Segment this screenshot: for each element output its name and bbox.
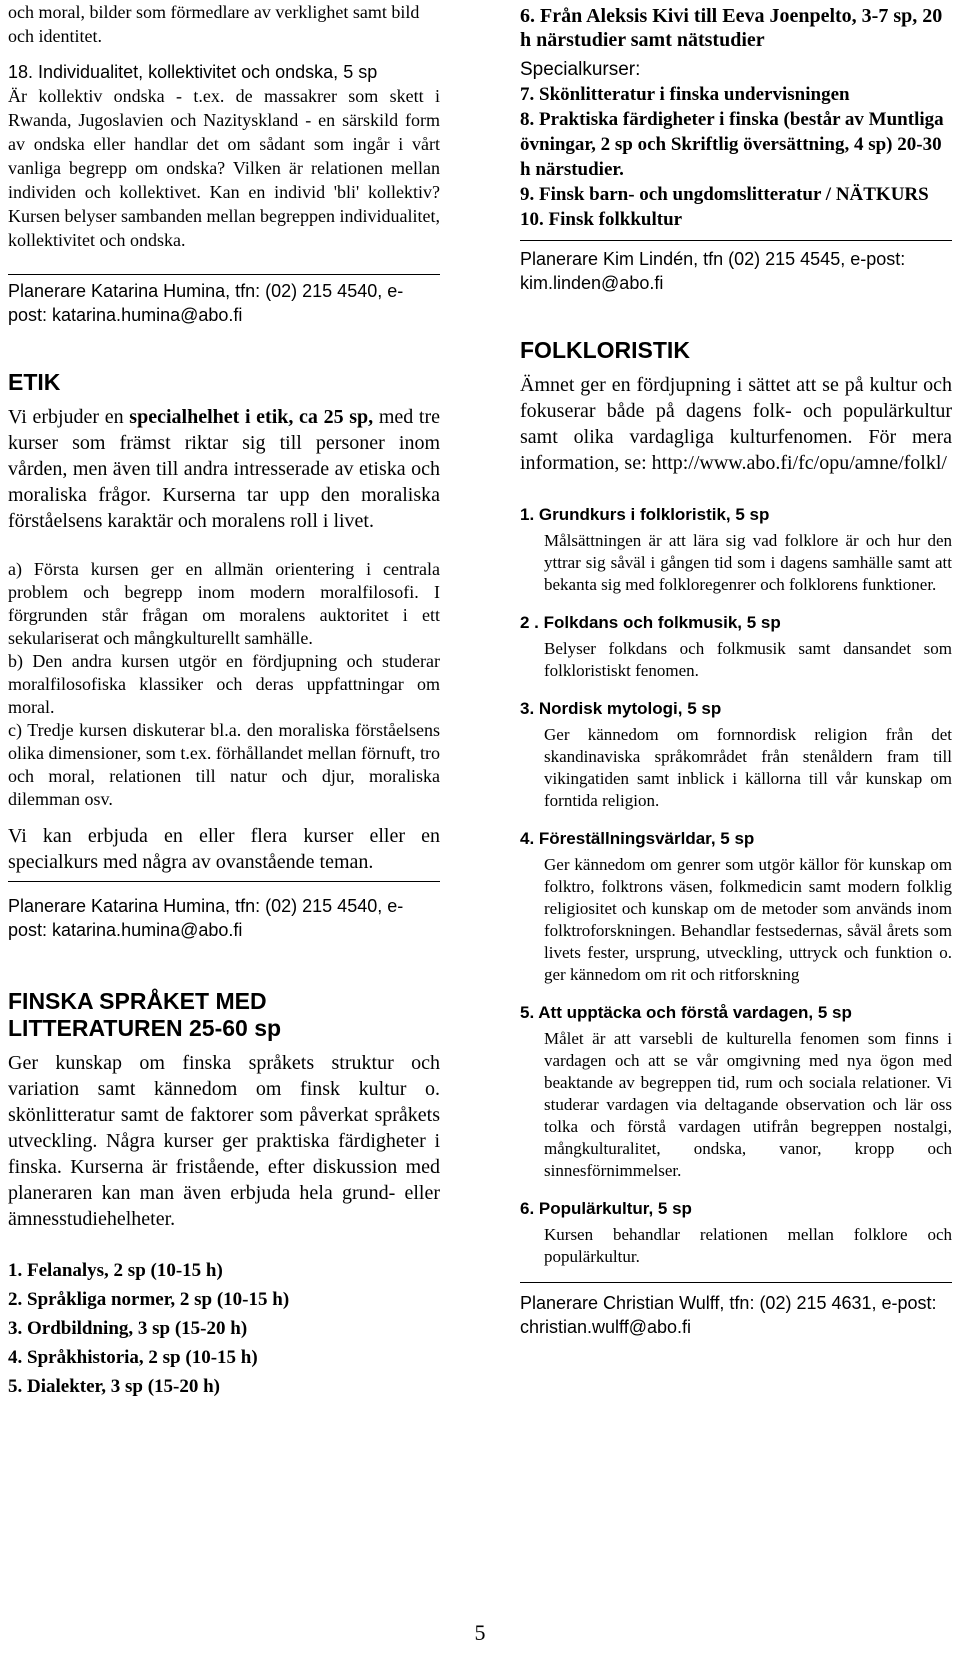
list-item: 5. Dialekter, 3 sp (15-20 h): [8, 1376, 220, 1397]
course-title: 1. Grundkurs i folkloristik, 5 sp: [520, 505, 770, 524]
list-item: 7. Skönlitteratur i finska undervisningen: [520, 84, 850, 105]
divider: [8, 881, 440, 882]
course-description: Ger kännedom om genrer som utgör källor för kunskap om folktro, folktrons väsen, folkmedicin samt modern folklig religiositet och kunskap om de metoder som används inom folktroforskningen. Behandlar festsedernas, såväl årets som livets fester, ursprung, utveckling, uttryck och funktion o. ger kännedom om rit och ritforskning: [544, 855, 952, 984]
list-item: 3. Ordbildning, 3 sp (15-20 h): [8, 1318, 248, 1339]
etik-item-b: b) Den andra kursen utgör en fördjupning och studerar moralfilosofiska klassiker och deras uppfattningar om moral.: [8, 651, 440, 717]
folkloristik-planner-contact: Planerare Christian Wulff, tfn: (02) 215 4631, e-post: christian.wulff@abo.fi: [520, 1293, 937, 1337]
divider: [520, 240, 952, 241]
course-title: 5. Att upptäcka och förstå vardagen, 5 sp: [520, 1003, 852, 1022]
folkloristik-course: [520, 612, 952, 682]
course-description: Målet är att varsebli de kulturella fenomen som finns i vardagen och att se vår omgivning med nya ögon med beaktande av begreppen tid, rum och sociala relationer. Vi studerar vardagen via deltagande observation och lär oss tolka och förstå vardagen utifrån begreppen nostalgi, mångkulturalitet, ondska, vanor, kropp och sinnesförnimmelser.: [544, 1029, 952, 1180]
etik-planner-contact: Planerare Katarina Humina, tfn: (02) 215 4540, e-post: katarina.humina@abo.fi: [8, 896, 404, 940]
divider: [8, 274, 440, 275]
continued-text: och moral, bilder som förmedlare av verklighet samt bild och identitet.: [8, 2, 420, 46]
finska-planner-contact: Planerare Kim Lindén, tfn (02) 215 4545, e-post: kim.linden@abo.fi: [520, 249, 906, 293]
etik-intro-pre: Vi erbjuder en: [8, 406, 130, 428]
course-title: 4. Föreställningsvärldar, 5 sp: [520, 829, 755, 848]
finska-heading-line2: LITTERATUREN 25-60 sp: [8, 1015, 282, 1041]
list-item: 2. Språkliga normer, 2 sp (10-15 h): [8, 1289, 290, 1310]
folkloristik-course: [520, 828, 952, 986]
course-title: 6. Populärkultur, 5 sp: [520, 1199, 692, 1218]
etik-item-a: a) Första kursen ger en allmän orientering i centrala problem och begrepp inom modern moralfilosofi. I förgrunden står frågan om moralens auktoritet i ett sekulariserat och mångkulturellt samhälle.: [8, 559, 440, 648]
list-item: 8. Praktiska färdigheter i finska (består av Muntliga övningar, 2 sp och Skriftlig översättning, 4 sp) 20-30 h närstudier.: [520, 109, 944, 180]
course-title: 3. Nordisk mytologi, 5 sp: [520, 699, 722, 718]
list-item: 9. Finsk barn- och ungdomslitteratur / NÄTKURS: [520, 184, 929, 205]
specialkurser-label: Specialkurser:: [520, 59, 641, 80]
etik-closing: Vi kan erbjuda en eller flera kurser eller en specialkurs med några av ovanstående teman.: [8, 825, 440, 873]
course-title: 2 . Folkdans och folkmusik, 5 sp: [520, 613, 781, 632]
planner-contact: Planerare Katarina Humina, tfn: (02) 215 4540, e-post: katarina.humina@abo.fi: [8, 281, 404, 325]
finska-body: Ger kunskap om finska språkets struktur och variation samt kännedom om finsk kultur o. skönlitteratur samt de faktorer som påverkat språkets utveckling. Några kurser ger praktiska färdigheter i finska. Kurserna är fristående, efter diskussion med planeraren kan man även erbjuda hela grund- eller ämnesstudiehelheter.: [8, 1052, 440, 1230]
folkloristik-course: [520, 1002, 952, 1182]
folkloristik-intro: Ämnet ger en fördjupning i sättet att se på kultur och fokuserar både på dagens folk- och populärkultur samt olika vardagliga kulturfenomen. För mera information, se: http://www.abo.fi/fc/opu/amne/folkl/: [520, 374, 952, 474]
etik-intro-post: med tre kurser som främst riktar sig till personer inom vården, men även till andra intresserade av etiska och moraliska frågor. Kurserna tar upp den moraliska förståelsens karaktär och moralens roll i livet.: [8, 406, 441, 532]
folkloristik-heading: FOLKLORISTIK: [520, 337, 690, 363]
folkloristik-course: [520, 1198, 952, 1268]
list-item: 4. Språkhistoria, 2 sp (10-15 h): [8, 1347, 258, 1368]
left-column: [8, 0, 440, 1401]
right-column: [520, 0, 952, 1339]
list-item: 10. Finsk folkkultur: [520, 209, 683, 230]
page-number: 5: [474, 1620, 486, 1645]
divider: [520, 1282, 952, 1283]
course-description: Kursen behandlar relationen mellan folklore och populärkultur.: [544, 1225, 952, 1266]
section-18-body: Är kollektiv ondska - t.ex. de massakrer som skett i Rwanda, Jugoslavien och Nazityskland - en särskild form av ondska eller handlar det om sådant som ingår i vårt vanliga begrepp om ondska? Vilken är relationen mellan individen och kollektivet. Kan en individ 'bli' kollektiv? Kursen belyser sambanden mellan begreppen individualitet, kollektivitet och ondska.: [8, 86, 440, 250]
etik-item-c: c) Tredje kursen diskuterar bl.a. den moraliska förståelsens olika dimensioner, som t.ex. förhållandet mellan förnuft, tro och moral, relationen till natur och djur, moraliska dilemman osv.: [8, 720, 440, 809]
etik-intro-bold: specialhelhet i etik, ca 25 sp,: [129, 406, 374, 428]
course-description: Målsättningen är att lära sig vad folklore är och hur den yttrar sig såväl i gången tid som i dagens samhälle samt att bekanta sig med folkloregenrer och folklorens funktioner.: [544, 531, 952, 594]
course-description: Ger kännedom om fornnordisk religion från det skandinaviska språkområdet från stenåldern fram till vikingatiden samt inblick i källorna till vår kunskap om forntida religion.: [544, 725, 952, 810]
finska-heading-line1: FINSKA SPRÅKET MED: [8, 988, 267, 1014]
folkloristik-course: [520, 698, 952, 812]
finska-item-6: 6. Från Aleksis Kivi till Eeva Joenpelto, 3-7 sp, 20 h närstudier samt nätstudier: [520, 5, 943, 51]
folkloristik-course: [520, 504, 952, 596]
finska-heading: [8, 988, 440, 1042]
section-18-heading: 18. Individualitet, kollektivitet och ondska, 5 sp: [8, 62, 378, 82]
etik-intro: [8, 404, 440, 534]
course-description: Belyser folkdans och folkmusik samt dansandet som folkloristiskt fenomen.: [544, 639, 952, 680]
finska-course-list: [8, 1256, 440, 1401]
list-item: 1. Felanalys, 2 sp (10-15 h): [8, 1260, 223, 1281]
etik-heading: ETIK: [8, 369, 61, 395]
